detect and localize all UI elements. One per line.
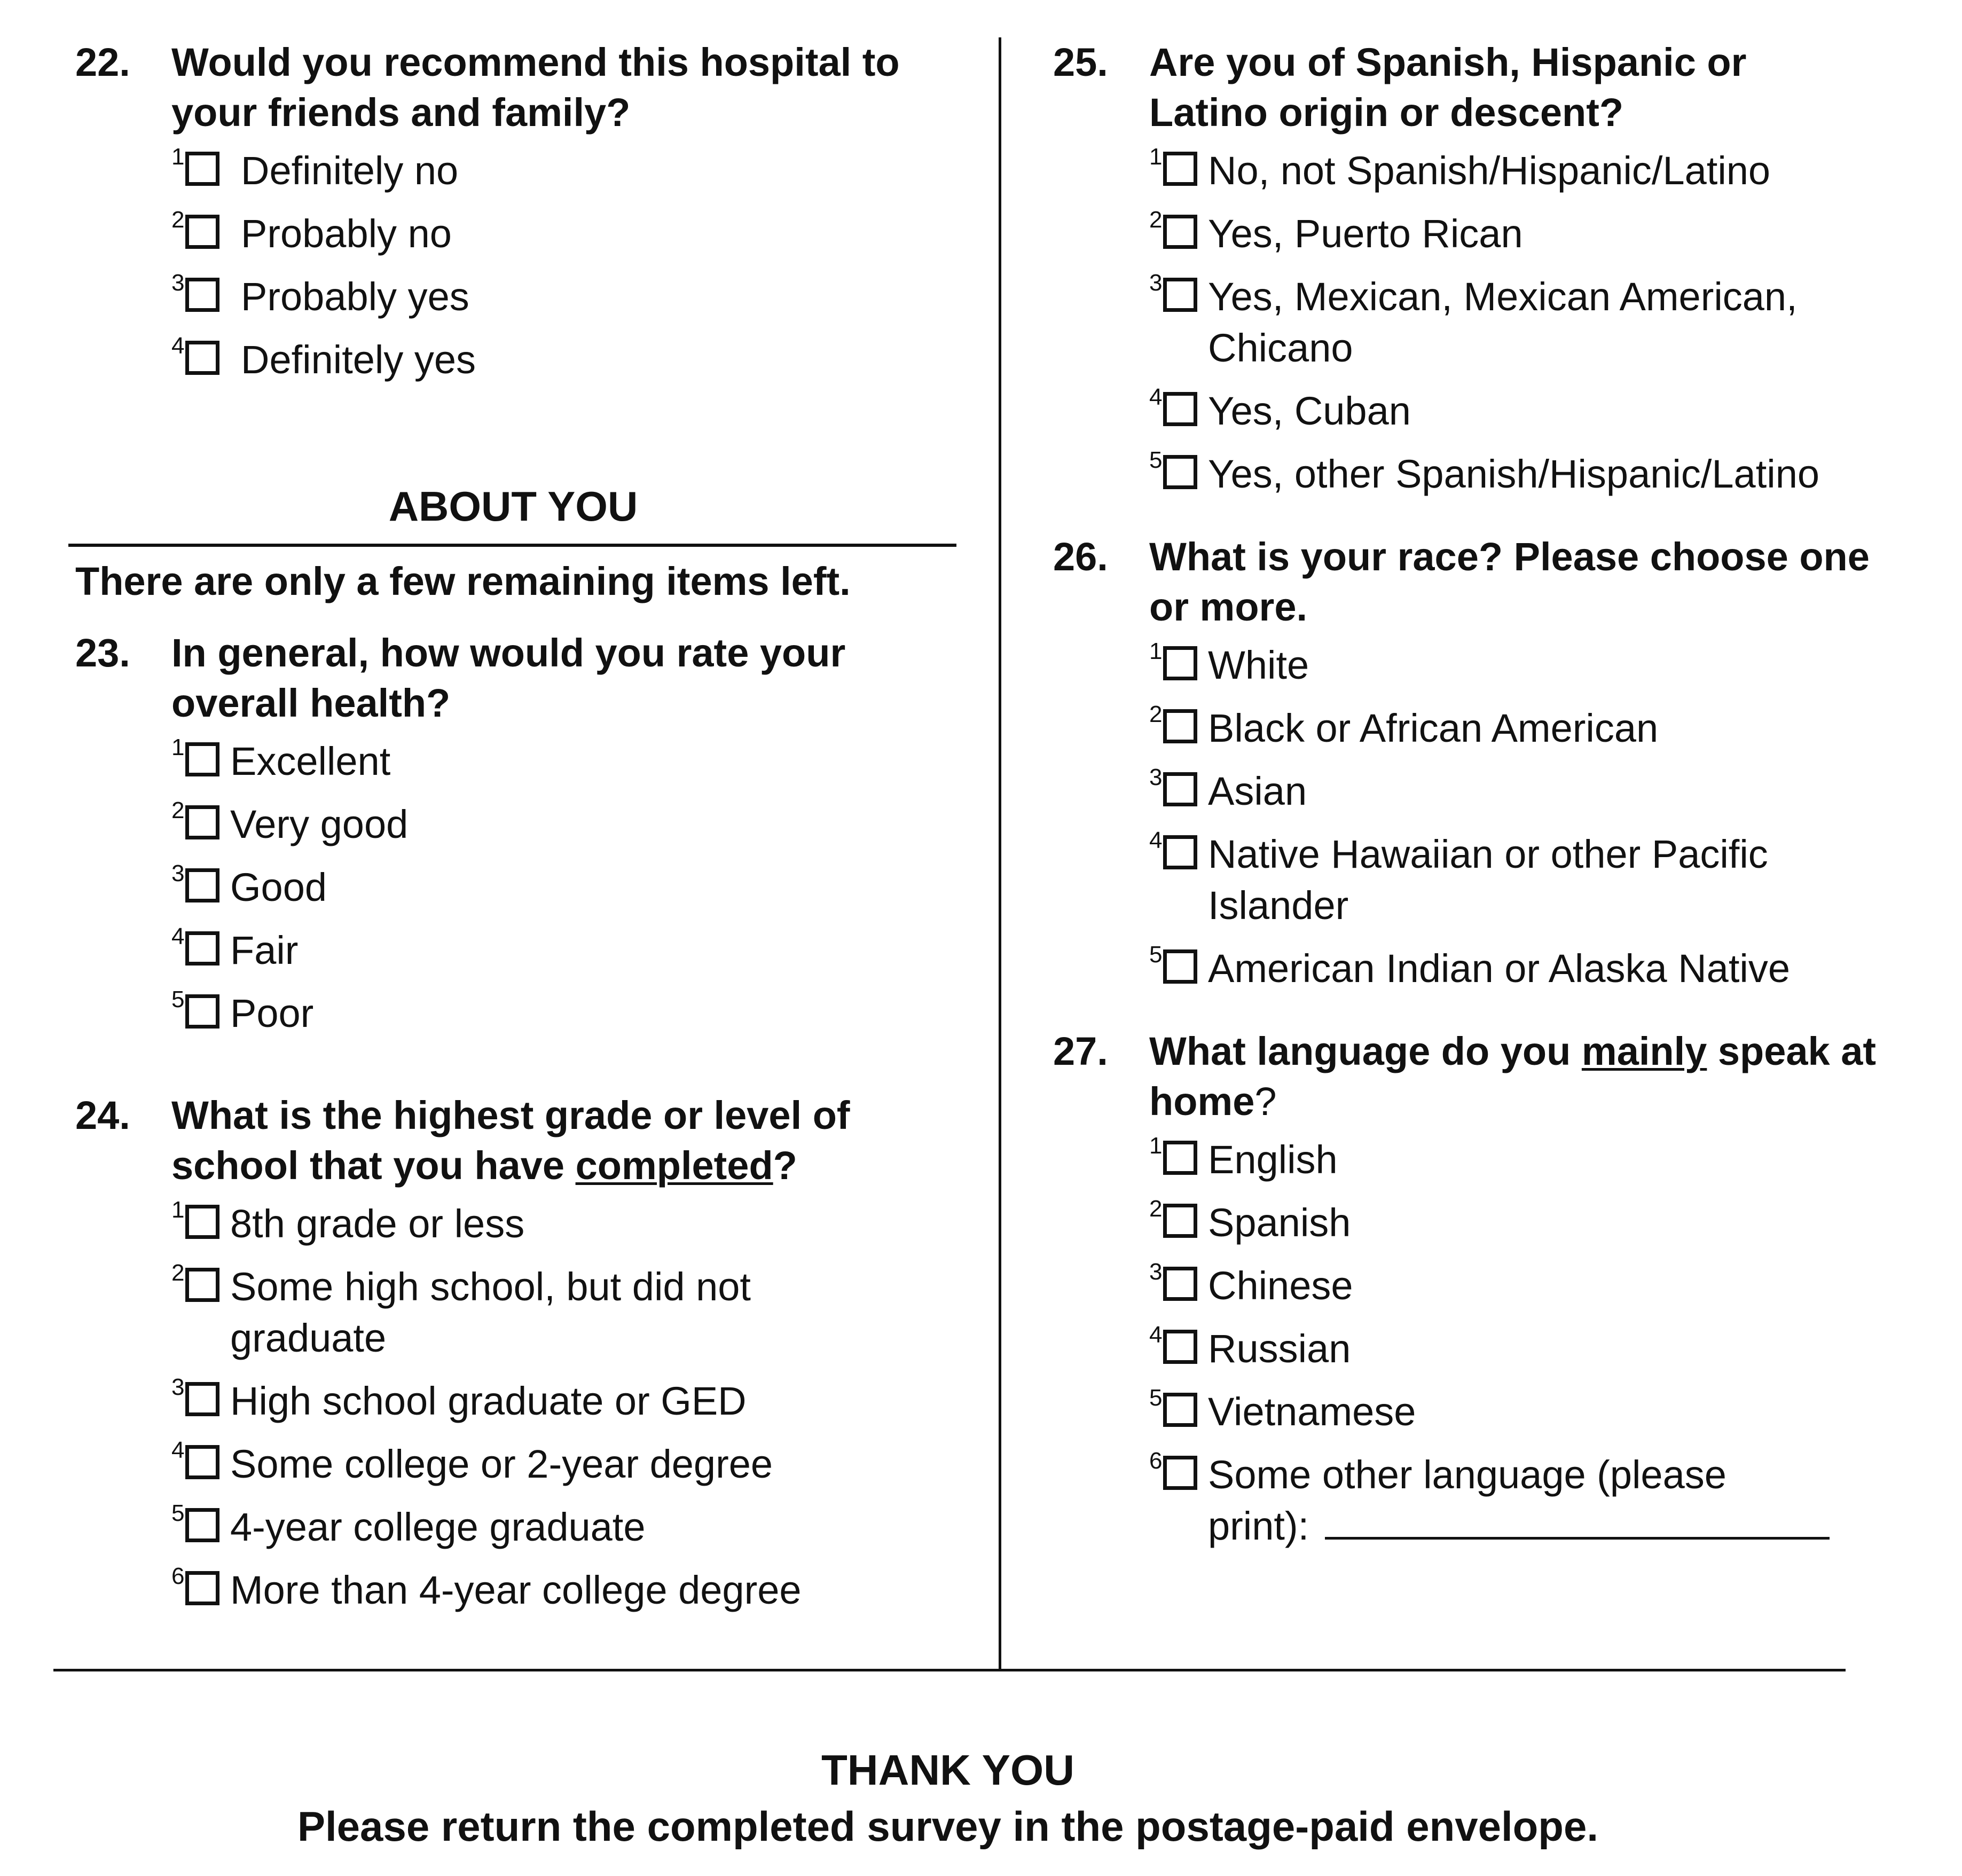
question-text: What is the highest grade or level of school that you have completed? xyxy=(171,1093,850,1188)
option-code: 2 xyxy=(1149,1196,1163,1222)
option-code: 1 xyxy=(1149,144,1163,170)
option-row[interactable] xyxy=(171,271,962,323)
option-label: Vietnamese xyxy=(1208,1390,1416,1434)
question-number: 23. xyxy=(75,631,130,675)
checkbox[interactable] xyxy=(185,1508,219,1542)
option-label: Poor xyxy=(230,991,314,1035)
option-row[interactable] xyxy=(1149,1386,1940,1438)
option-code: 4 xyxy=(171,1437,185,1463)
option-label: Excellent xyxy=(230,739,391,783)
question-25 xyxy=(1053,37,1940,500)
option-code: 4 xyxy=(1149,384,1163,410)
checkbox[interactable] xyxy=(1163,1141,1197,1175)
section-subtitle: There are only a few remaining items left. xyxy=(75,559,851,603)
option-row[interactable] xyxy=(171,145,962,197)
option-row[interactable] xyxy=(1149,208,1940,260)
checkbox[interactable] xyxy=(1163,1204,1197,1238)
question-26 xyxy=(1053,532,1940,994)
question-text: What language do you mainly speak at home? xyxy=(1149,1029,1877,1124)
question-number: 26. xyxy=(1053,535,1108,579)
option-code: 5 xyxy=(1149,941,1163,968)
checkbox[interactable] xyxy=(185,805,219,839)
option-code: 1 xyxy=(171,144,185,170)
option-label: No, not Spanish/Hispanic/Latino xyxy=(1208,148,1771,193)
option-code: 5 xyxy=(1149,447,1163,473)
checkbox[interactable] xyxy=(185,152,219,186)
option-row[interactable] xyxy=(1149,703,1940,754)
question-24 xyxy=(75,1090,962,1616)
option-row[interactable] xyxy=(1149,1449,1940,1552)
option-code: 3 xyxy=(1149,270,1163,296)
checkbox[interactable] xyxy=(1163,709,1197,743)
option-label: Native Hawaiian or other Pacific Islander xyxy=(1208,832,1768,928)
checkbox[interactable] xyxy=(1163,772,1197,806)
checkbox[interactable] xyxy=(1163,1393,1197,1427)
option-label: Yes, Puerto Rican xyxy=(1208,211,1523,256)
option-code: 4 xyxy=(171,923,185,949)
options-list xyxy=(171,736,962,1039)
option-row[interactable] xyxy=(171,1198,962,1250)
option-code: 2 xyxy=(171,797,185,823)
option-code: 1 xyxy=(1149,638,1163,664)
option-row[interactable] xyxy=(171,862,962,913)
option-row[interactable] xyxy=(1149,271,1940,374)
option-row[interactable] xyxy=(1149,943,1940,994)
checkbox[interactable] xyxy=(1163,835,1197,869)
option-code: 5 xyxy=(171,1500,185,1526)
left-column xyxy=(75,37,962,397)
column-divider xyxy=(999,37,1001,1671)
option-label: Definitely yes xyxy=(241,337,476,382)
option-code: 2 xyxy=(171,207,185,233)
option-code: 4 xyxy=(1149,827,1163,853)
option-label: Chinese xyxy=(1208,1263,1353,1308)
options-list xyxy=(1149,145,1940,500)
option-code: 1 xyxy=(171,1197,185,1223)
section-rule xyxy=(68,544,956,547)
option-code: 6 xyxy=(1149,1448,1163,1474)
option-label: High school graduate or GED xyxy=(230,1379,747,1423)
checkbox[interactable] xyxy=(1163,1456,1197,1490)
checkbox[interactable] xyxy=(185,215,219,249)
checkbox[interactable] xyxy=(185,1382,219,1416)
option-label: American Indian or Alaska Native xyxy=(1208,946,1790,991)
question-text: Are you of Spanish, Hispanic or Latino origin or descent? xyxy=(1149,40,1747,135)
option-label: Fair xyxy=(230,928,299,972)
checkbox[interactable] xyxy=(185,1268,219,1302)
option-row[interactable] xyxy=(171,736,962,787)
checkbox[interactable] xyxy=(1163,278,1197,312)
checkbox[interactable] xyxy=(1163,1267,1197,1301)
checkbox[interactable] xyxy=(1163,215,1197,249)
option-code: 1 xyxy=(1149,1133,1163,1159)
option-row[interactable] xyxy=(171,1565,962,1616)
question-number: 27. xyxy=(1053,1029,1108,1073)
right-column xyxy=(1053,37,1940,1564)
option-row[interactable] xyxy=(171,925,962,976)
option-code: 6 xyxy=(171,1563,185,1589)
option-code: 2 xyxy=(1149,207,1163,233)
option-code: 3 xyxy=(171,270,185,296)
return-instructions: Please return the completed survey in the postage-paid envelope. xyxy=(297,1803,1598,1850)
checkbox[interactable] xyxy=(1163,949,1197,984)
options-list xyxy=(1149,640,1940,994)
option-label: More than 4-year college degree xyxy=(230,1568,802,1612)
option-label: 8th grade or less xyxy=(230,1202,525,1246)
options-list xyxy=(171,145,962,386)
checkbox[interactable] xyxy=(1163,646,1197,680)
option-code: 5 xyxy=(1149,1385,1163,1411)
question-27 xyxy=(1053,1026,1940,1552)
option-row[interactable] xyxy=(171,208,962,260)
option-label: Good xyxy=(230,865,327,909)
checkbox[interactable] xyxy=(185,742,219,776)
question-text: In general, how would you rate your overall health? xyxy=(171,631,846,725)
option-label: Definitely no xyxy=(241,148,459,193)
option-code: 3 xyxy=(1149,1259,1163,1285)
option-code: 2 xyxy=(171,1260,185,1286)
checkbox[interactable] xyxy=(1163,455,1197,489)
option-label: White xyxy=(1208,643,1309,687)
option-row[interactable] xyxy=(1149,386,1940,437)
option-row[interactable] xyxy=(1149,145,1940,197)
option-row[interactable] xyxy=(171,799,962,850)
question-23 xyxy=(75,628,962,1039)
option-label: Black or African American xyxy=(1208,706,1659,750)
checkbox[interactable] xyxy=(185,341,219,375)
checkbox[interactable] xyxy=(185,1445,219,1479)
option-code: 4 xyxy=(1149,1322,1163,1348)
option-label: Some other language (please print): xyxy=(1208,1449,1838,1552)
option-row[interactable] xyxy=(1149,1323,1940,1375)
option-code: 3 xyxy=(171,860,185,886)
write-in-line[interactable] xyxy=(1325,1537,1830,1540)
option-label: 4-year college graduate xyxy=(230,1505,646,1549)
option-row[interactable] xyxy=(1149,766,1940,817)
option-label: Yes, other Spanish/Hispanic/Latino xyxy=(1208,452,1820,496)
checkbox[interactable] xyxy=(1163,392,1197,426)
option-code: 3 xyxy=(171,1374,185,1400)
option-label: Some high school, but did not graduate xyxy=(230,1265,751,1360)
option-label: Spanish xyxy=(1208,1200,1351,1245)
checkbox[interactable] xyxy=(185,994,219,1029)
checkbox[interactable] xyxy=(1163,152,1197,186)
option-code: 3 xyxy=(1149,764,1163,790)
question-number: 24. xyxy=(75,1093,130,1137)
left-column-lower xyxy=(75,628,962,1628)
checkbox[interactable] xyxy=(185,868,219,902)
option-row[interactable] xyxy=(171,1376,962,1427)
question-number: 22. xyxy=(75,40,130,84)
option-label: Very good xyxy=(230,802,409,846)
option-code: 2 xyxy=(1149,701,1163,727)
option-row[interactable] xyxy=(1149,640,1940,691)
option-label: Yes, Cuban xyxy=(1208,389,1411,433)
options-list xyxy=(1149,1134,1940,1552)
option-row[interactable] xyxy=(1149,1260,1940,1312)
option-label: Asian xyxy=(1208,769,1307,813)
option-row[interactable] xyxy=(171,1261,962,1364)
checkbox[interactable] xyxy=(185,1205,219,1239)
option-code: 4 xyxy=(171,333,185,359)
option-label: English xyxy=(1208,1137,1338,1182)
question-22 xyxy=(75,37,962,386)
footer-divider xyxy=(53,1669,1846,1671)
option-label: Probably yes xyxy=(241,274,469,319)
option-label: Russian xyxy=(1208,1326,1351,1371)
question-number: 25. xyxy=(1053,40,1108,84)
option-row[interactable] xyxy=(1149,1197,1940,1249)
checkbox[interactable] xyxy=(185,931,219,966)
question-text: Would you recommend this hospital to your friends and family? xyxy=(171,40,900,135)
section-title: ABOUT YOU xyxy=(388,483,638,530)
options-list xyxy=(171,1198,962,1616)
option-row[interactable] xyxy=(171,1439,962,1490)
checkbox[interactable] xyxy=(185,278,219,312)
option-row[interactable] xyxy=(1149,1134,1940,1186)
option-code: 1 xyxy=(171,734,185,760)
option-label: Some college or 2-year degree xyxy=(230,1442,773,1486)
option-row[interactable] xyxy=(1149,449,1940,500)
question-text: What is your race? Please choose one or more. xyxy=(1149,535,1870,629)
option-row[interactable] xyxy=(171,988,962,1039)
checkbox[interactable] xyxy=(185,1571,219,1605)
option-row[interactable] xyxy=(171,334,962,386)
option-label: Yes, Mexican, Mexican American, Chicano xyxy=(1208,274,1798,370)
option-row[interactable] xyxy=(1149,829,1940,931)
option-label: Probably no xyxy=(241,211,452,256)
thank-you-heading: THANK YOU xyxy=(821,1746,1075,1794)
option-code: 5 xyxy=(171,986,185,1012)
checkbox[interactable] xyxy=(1163,1330,1197,1364)
option-row[interactable] xyxy=(171,1502,962,1553)
